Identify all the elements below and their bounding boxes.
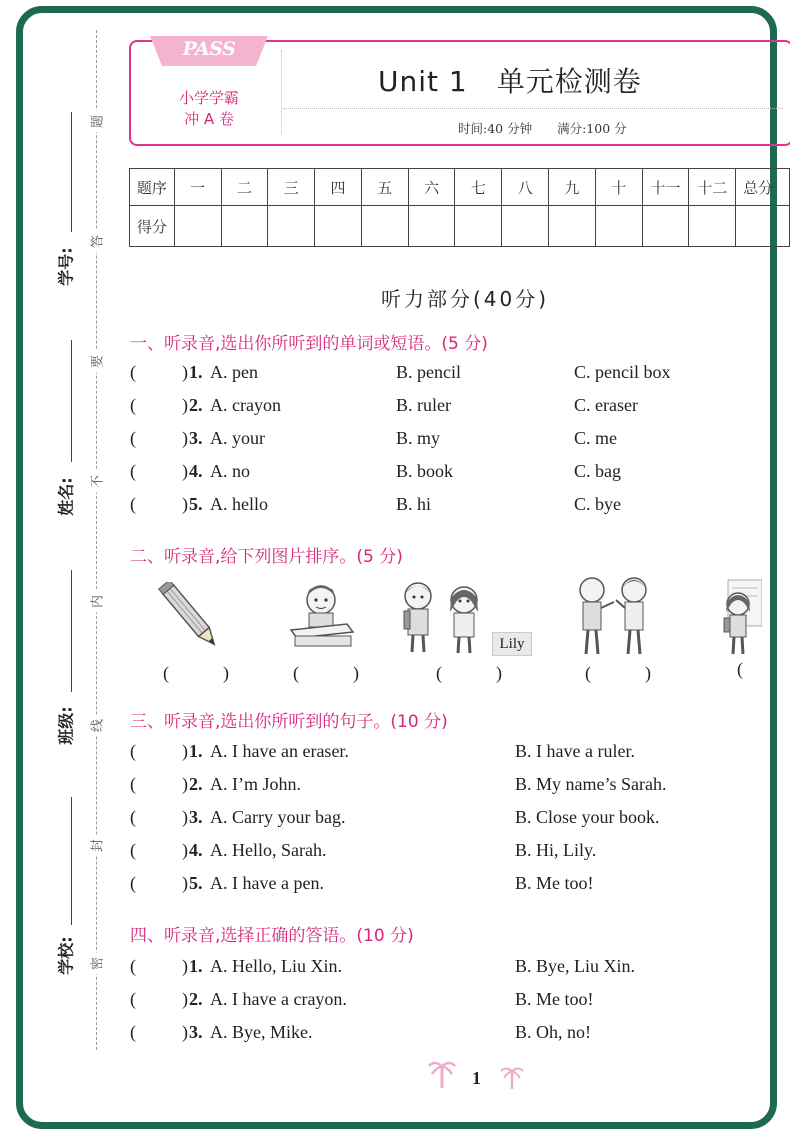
option-b: B. book <box>396 461 454 481</box>
binding-dashed-line <box>96 30 97 1050</box>
answer-paren-close: ) <box>182 395 188 415</box>
question-number: 2. <box>189 774 203 794</box>
question-number: 3. <box>189 1022 203 1042</box>
option-b: B. Close your book. <box>515 807 660 827</box>
answer-paren-open[interactable]: ( <box>130 494 136 514</box>
seal-char: 答 <box>87 231 106 253</box>
score-col: 十二 <box>689 169 736 206</box>
score-col: 七 <box>455 169 502 206</box>
answer-blank[interactable]: ( ) <box>163 663 229 683</box>
seal-char: 内 <box>87 591 106 613</box>
option-a: A. I have an eraser. <box>210 741 349 761</box>
header-divider <box>281 50 282 134</box>
palm-tree-icon <box>428 1058 456 1090</box>
answer-paren-close: ) <box>182 873 188 893</box>
option-a: A. Hello, Liu Xin. <box>210 956 342 976</box>
score-col: 九 <box>549 169 596 206</box>
answer-paren-open[interactable]: ( <box>130 989 136 1009</box>
option-c: C. bye <box>574 494 621 514</box>
question-number: 1. <box>189 741 203 761</box>
question-number: 5. <box>189 494 203 514</box>
option-a: A. I have a crayon. <box>210 989 347 1009</box>
section-1-title: 一、听录音,选出你所听到的单词或短语。(5 分) <box>130 334 488 354</box>
option-a: A. I have a pen. <box>210 873 324 893</box>
option-a: A. crayon <box>210 395 281 415</box>
score-cell[interactable] <box>221 206 268 247</box>
school-label: 学校: <box>56 936 76 975</box>
question-number: 3. <box>189 807 203 827</box>
score-cell[interactable] <box>315 206 362 247</box>
answer-paren-open[interactable]: ( <box>130 956 136 976</box>
answer-paren-open[interactable]: ( <box>130 774 136 794</box>
score-col: 三 <box>268 169 315 206</box>
option-c: C. bag <box>574 461 621 481</box>
option-c: C. pencil box <box>574 362 671 382</box>
seal-char: 封 <box>87 835 106 857</box>
question-number: 2. <box>189 395 203 415</box>
answer-paren-open[interactable]: ( <box>130 461 136 481</box>
two-kids-picture <box>396 578 492 658</box>
answer-paren-open[interactable]: ( <box>130 807 136 827</box>
score-cell[interactable] <box>502 206 549 247</box>
option-a: A. Hello, Sarah. <box>210 840 327 860</box>
option-b: B. Me too! <box>515 989 594 1009</box>
class-label: 班级: <box>56 706 76 745</box>
option-b: B. Hi, Lily. <box>515 840 597 860</box>
option-a: A. no <box>210 461 250 481</box>
option-b: B. Oh, no! <box>515 1022 591 1042</box>
question-number: 4. <box>189 840 203 860</box>
answer-paren-open[interactable]: ( <box>130 741 136 761</box>
student-id-line[interactable] <box>71 112 72 232</box>
option-b: B. ruler <box>396 395 451 415</box>
seal-char: 题 <box>87 111 106 133</box>
option-a: A. your <box>210 428 265 448</box>
answer-paren-close: ) <box>182 807 188 827</box>
answer-blank[interactable]: ( ) <box>293 663 359 683</box>
score-cell[interactable] <box>642 206 689 247</box>
question-number: 1. <box>189 956 203 976</box>
option-b: B. My name’s Sarah. <box>515 774 667 794</box>
option-b: B. Me too! <box>515 873 594 893</box>
answer-paren-open[interactable]: ( <box>130 1022 136 1042</box>
score-col: 总分 <box>736 169 790 206</box>
option-b: B. pencil <box>396 362 461 382</box>
answer-paren-close: ) <box>182 840 188 860</box>
answer-blank[interactable]: ( <box>737 659 743 679</box>
score-cell[interactable] <box>549 206 596 247</box>
question-number: 4. <box>189 461 203 481</box>
section-3-title: 三、听录音,选出你所听到的句子。(10 分) <box>130 712 448 732</box>
option-b: B. Bye, Liu Xin. <box>515 956 635 976</box>
option-c: C. eraser <box>574 395 638 415</box>
pass-logo: PASS <box>182 38 236 60</box>
class-line[interactable] <box>71 570 72 692</box>
part-title: 听力部分(40分) <box>381 287 550 311</box>
option-b: B. I have a ruler. <box>515 741 635 761</box>
page-number: 1 <box>472 1068 481 1088</box>
time-info: 时间:40 分钟 满分:100 分 <box>458 121 627 136</box>
score-col: 十一 <box>642 169 689 206</box>
question-number: 2. <box>189 989 203 1009</box>
girl-at-board-picture <box>718 578 762 656</box>
score-cell[interactable] <box>689 206 736 247</box>
answer-blank[interactable]: ( ) <box>436 663 502 683</box>
option-a: A. Carry your bag. <box>210 807 346 827</box>
answer-paren-close: ) <box>182 989 188 1009</box>
answer-paren-open[interactable]: ( <box>130 362 136 382</box>
question-number: 3. <box>189 428 203 448</box>
header-rule <box>283 108 783 109</box>
option-c: C. me <box>574 428 617 448</box>
score-col: 二 <box>221 169 268 206</box>
brand-line-2: 冲 A 卷 <box>184 110 234 128</box>
option-a: A. Bye, Mike. <box>210 1022 313 1042</box>
score-cell[interactable] <box>174 206 221 247</box>
score-table <box>129 168 790 247</box>
answer-paren-close: ) <box>182 362 188 382</box>
score-cell[interactable] <box>455 206 502 247</box>
name-line[interactable] <box>71 340 72 462</box>
score-table-header: 题序 <box>130 169 175 206</box>
option-a: A. pen <box>210 362 258 382</box>
score-col: 十 <box>595 169 642 206</box>
page-title: Unit 1 单元检测卷 <box>378 65 642 98</box>
score-cell[interactable] <box>361 206 408 247</box>
answer-blank[interactable]: ( ) <box>585 663 651 683</box>
two-boys-picture <box>572 574 658 658</box>
boy-at-desk-picture <box>285 580 355 652</box>
answer-paren-close: ) <box>182 741 188 761</box>
answer-paren-open[interactable]: ( <box>130 395 136 415</box>
name-label: 姓名: <box>56 477 76 516</box>
answer-paren-open[interactable]: ( <box>130 873 136 893</box>
lily-label: Lily <box>492 632 532 656</box>
school-line[interactable] <box>71 797 72 925</box>
answer-paren-close: ) <box>182 461 188 481</box>
brand-line-1: 小学学霸 <box>178 89 239 107</box>
palm-tree-icon <box>500 1064 524 1090</box>
option-b: B. hi <box>396 494 432 514</box>
answer-paren-close: ) <box>182 1022 188 1042</box>
seal-char: 密 <box>87 953 106 975</box>
score-col: 五 <box>361 169 408 206</box>
seal-char: 线 <box>87 715 106 737</box>
seal-char: 要 <box>87 351 106 373</box>
answer-paren-open[interactable]: ( <box>130 428 136 448</box>
score-cell[interactable] <box>736 206 790 247</box>
seal-char: 不 <box>87 471 106 493</box>
score-cell[interactable] <box>595 206 642 247</box>
answer-paren-open[interactable]: ( <box>130 840 136 860</box>
answer-paren-close: ) <box>182 956 188 976</box>
score-col: 八 <box>502 169 549 206</box>
question-number: 5. <box>189 873 203 893</box>
score-col: 四 <box>315 169 362 206</box>
score-col: 六 <box>408 169 455 206</box>
section-2-title: 二、听录音,给下列图片排序。(5 分) <box>130 547 403 567</box>
student-id-label: 学号: <box>56 247 76 286</box>
score-cell[interactable] <box>408 206 455 247</box>
answer-paren-close: ) <box>182 494 188 514</box>
score-col: 一 <box>174 169 221 206</box>
option-b: B. my <box>396 428 441 448</box>
section-4-title: 四、听录音,选择正确的答语。(10 分) <box>130 926 414 946</box>
answer-paren-close: ) <box>182 428 188 448</box>
option-a: A. hello <box>210 494 268 514</box>
pencil-picture <box>158 582 228 656</box>
question-number: 1. <box>189 362 203 382</box>
score-cell[interactable] <box>268 206 315 247</box>
score-row-label: 得分 <box>130 206 175 247</box>
answer-paren-close: ) <box>182 774 188 794</box>
option-a: A. I’m John. <box>210 774 301 794</box>
